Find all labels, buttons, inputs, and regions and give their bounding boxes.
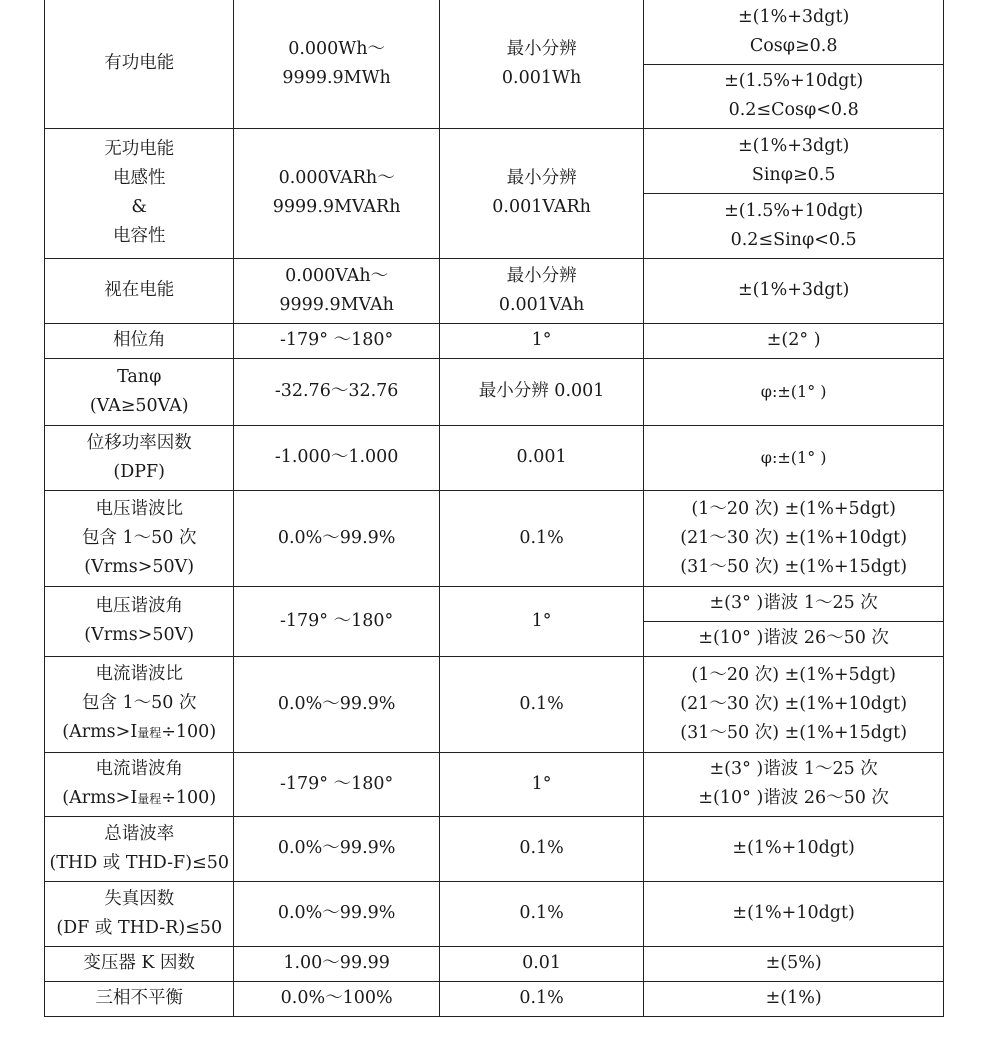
range-cell xyxy=(234,323,439,358)
condition-suffix: ÷100) xyxy=(161,722,217,742)
range-text: 0.0%～99.9% xyxy=(277,693,396,714)
range-cell xyxy=(234,425,439,490)
resolution-cell xyxy=(439,490,643,586)
range-text: 9999.9MWh xyxy=(282,67,391,88)
param-name xyxy=(45,981,234,1016)
resolution-text: 1° xyxy=(531,773,552,794)
param-name xyxy=(45,586,234,656)
accuracy-text: ±(1%+3dgt) xyxy=(737,280,850,300)
resolution-cell xyxy=(439,881,643,946)
range-text: 0.000Wh～ xyxy=(288,38,386,59)
resolution-text: 0.001 xyxy=(516,447,567,467)
param-name-text: 电感性 xyxy=(112,168,166,188)
range-text: 1.00～99.99 xyxy=(283,953,390,973)
param-name-text: 视在电能 xyxy=(104,280,175,300)
accuracy-cell xyxy=(644,323,944,358)
accuracy-text: ±(10° )谐波 26～50 次 xyxy=(698,788,889,808)
resolution-text: 0.001VARh xyxy=(492,197,591,217)
accuracy-condition: 0.2≤Cosφ<0.8 xyxy=(728,100,859,120)
accuracy-text: ±(2° ) xyxy=(766,330,821,350)
resolution-text: 1° xyxy=(531,610,552,631)
range-cell xyxy=(234,358,439,425)
accuracy-cell xyxy=(644,358,944,425)
param-name xyxy=(45,358,234,425)
accuracy-text: (21～30 次) ±(1%+10dgt) xyxy=(680,693,908,714)
accuracy-text: ±(1%+10dgt) xyxy=(732,903,855,923)
accuracy-text: ±(1%+10dgt) xyxy=(732,838,855,858)
table-row xyxy=(45,490,944,586)
accuracy-text: ±(10° )谐波 26～50 次 xyxy=(698,628,889,648)
accuracy-text: ±(5%) xyxy=(765,953,822,973)
range-text: 0.0%～99.9% xyxy=(277,903,396,923)
accuracy-text: ±(1.5%+10dgt) xyxy=(724,71,864,91)
accuracy-text: ±(1%+3dgt) xyxy=(737,135,850,156)
param-name-text: 电流谐波角 xyxy=(95,758,183,779)
resolution-cell xyxy=(439,0,643,128)
table-row xyxy=(45,358,944,425)
range-cell xyxy=(234,490,439,586)
range-cell xyxy=(234,946,439,981)
accuracy-cell xyxy=(644,946,944,981)
condition-prefix: (Arms>I xyxy=(62,787,138,808)
accuracy-cell xyxy=(644,816,944,881)
resolution-text: 最小分辨 xyxy=(506,265,577,286)
condition-subscript: 量程 xyxy=(137,726,162,740)
accuracy-condition: Cosφ≥0.8 xyxy=(749,35,838,56)
accuracy-cell xyxy=(644,0,944,64)
range-text: 9999.9MVARh xyxy=(272,197,401,217)
accuracy-text: (1～20 次) ±(1%+5dgt) xyxy=(691,664,896,685)
resolution-text: 最小分辨 xyxy=(506,38,577,59)
condition-prefix: (Arms>I xyxy=(62,722,138,742)
param-name xyxy=(45,490,234,586)
param-name xyxy=(45,128,234,258)
range-text: -179° ～180° xyxy=(279,773,394,794)
accuracy-text: (1～20 次) ±(1%+5dgt) xyxy=(691,498,896,519)
condition-suffix: ÷100) xyxy=(161,787,217,808)
range-cell xyxy=(234,981,439,1016)
range-cell xyxy=(234,656,439,752)
resolution-cell xyxy=(439,425,643,490)
param-name xyxy=(45,0,234,128)
resolution-text: 0.001Wh xyxy=(501,67,582,88)
accuracy-cell xyxy=(644,881,944,946)
resolution-text: 0.1% xyxy=(519,693,564,714)
param-name-text: 总谐波率 xyxy=(104,823,175,844)
resolution-cell xyxy=(439,752,643,816)
param-name-condition: (THD 或 THD-F)≤50 xyxy=(49,852,229,873)
param-name-text: 三相不平衡 xyxy=(95,988,183,1008)
range-cell xyxy=(234,128,439,258)
accuracy-cell xyxy=(644,981,944,1016)
range-text: 0.0%～99.9% xyxy=(277,838,396,858)
range-text: 0.0%～99.9% xyxy=(277,527,396,548)
table-row xyxy=(45,946,944,981)
table-row xyxy=(45,816,944,881)
table-row xyxy=(45,881,944,946)
range-text: -32.76～32.76 xyxy=(274,381,399,401)
resolution-text: 最小分辨 0.001 xyxy=(478,381,605,401)
param-name-text: 相位角 xyxy=(112,330,166,350)
resolution-cell xyxy=(439,128,643,258)
accuracy-cell xyxy=(644,621,944,656)
param-name-text: 包含 1～50 次 xyxy=(81,693,197,713)
accuracy-cell xyxy=(644,425,944,490)
table-row xyxy=(45,425,944,490)
param-name xyxy=(45,752,234,816)
range-text: -179° ～180° xyxy=(279,610,394,631)
accuracy-cell xyxy=(644,64,944,128)
param-name-text: 失真因数 xyxy=(104,888,175,909)
param-name-condition: (Vrms>50V) xyxy=(84,556,195,577)
table-row xyxy=(45,656,944,752)
range-text: -179° ～180° xyxy=(279,330,394,350)
param-name xyxy=(45,816,234,881)
param-name-condition xyxy=(47,784,231,814)
param-name xyxy=(45,258,234,323)
table-row xyxy=(45,752,944,816)
resolution-cell xyxy=(439,656,643,752)
param-name-text: 有功电能 xyxy=(104,53,175,74)
param-name-text: 电流谐波比 xyxy=(95,664,183,684)
accuracy-cell xyxy=(644,752,944,816)
param-name-text: 位移功率因数 xyxy=(86,432,192,453)
range-text: 0.000VARh～ xyxy=(278,168,395,188)
range-text: 0.000VAh～ xyxy=(285,265,389,286)
resolution-text: 0.1% xyxy=(519,903,564,923)
accuracy-text: φ:±(1° ) xyxy=(760,448,827,467)
param-name xyxy=(45,881,234,946)
resolution-cell xyxy=(439,323,643,358)
accuracy-text: ±(1.5%+10dgt) xyxy=(724,200,864,221)
accuracy-condition: Sinφ≥0.5 xyxy=(751,164,836,185)
resolution-cell xyxy=(439,258,643,323)
range-cell xyxy=(234,0,439,128)
param-name-text: 电容性 xyxy=(112,226,166,246)
resolution-text: 1° xyxy=(531,330,552,350)
accuracy-text: φ:±(1° ) xyxy=(760,382,827,401)
accuracy-cell xyxy=(644,193,944,258)
range-text: 9999.9MVAh xyxy=(279,294,394,315)
accuracy-text: (31～50 次) ±(1%+15dgt) xyxy=(680,722,908,743)
table-row xyxy=(45,981,944,1016)
table-row xyxy=(45,128,944,193)
resolution-cell xyxy=(439,946,643,981)
accuracy-text: (31～50 次) ±(1%+15dgt) xyxy=(680,556,908,577)
param-name-condition: (Vrms>50V) xyxy=(84,625,195,645)
resolution-cell xyxy=(439,358,643,425)
range-cell xyxy=(234,586,439,656)
table-row xyxy=(45,258,944,323)
accuracy-cell xyxy=(644,258,944,323)
table-row xyxy=(45,323,944,358)
accuracy-text: ±(3° )谐波 1～25 次 xyxy=(709,593,878,613)
accuracy-cell xyxy=(644,128,944,193)
range-cell xyxy=(234,258,439,323)
accuracy-text: (21～30 次) ±(1%+10dgt) xyxy=(680,527,908,548)
accuracy-cell xyxy=(644,656,944,752)
param-name xyxy=(45,425,234,490)
condition-subscript: 量程 xyxy=(137,791,162,806)
param-name-text: Tanφ xyxy=(117,366,162,387)
param-name-text: 变压器 K 因数 xyxy=(83,953,196,973)
param-name-condition: (DF 或 THD-R)≤50 xyxy=(56,917,223,938)
param-name-text: 包含 1～50 次 xyxy=(81,527,197,548)
range-text: 0.0%～100% xyxy=(280,988,393,1008)
param-name-text: & xyxy=(131,197,147,217)
param-name-text: 无功电能 xyxy=(104,139,175,159)
resolution-cell xyxy=(439,586,643,656)
accuracy-text: ±(1%) xyxy=(765,988,822,1008)
table-row xyxy=(45,586,944,621)
param-name-condition xyxy=(47,718,231,748)
range-cell xyxy=(234,816,439,881)
param-name-condition: (VA≥50VA) xyxy=(89,395,189,416)
table-row xyxy=(45,0,944,64)
resolution-cell xyxy=(439,816,643,881)
range-text: -1.000～1.000 xyxy=(274,447,399,467)
resolution-text: 0.01 xyxy=(522,953,562,973)
resolution-text: 0.1% xyxy=(519,988,564,1008)
resolution-cell xyxy=(439,981,643,1016)
param-name-condition: (DPF) xyxy=(113,461,165,482)
resolution-text: 0.001VAh xyxy=(498,294,585,315)
range-cell xyxy=(234,881,439,946)
param-name-text: 电压谐波比 xyxy=(95,498,183,519)
param-name xyxy=(45,656,234,752)
accuracy-condition: 0.2≤Sinφ<0.5 xyxy=(730,229,857,250)
resolution-text: 最小分辨 xyxy=(506,168,577,188)
accuracy-text: ±(1%+3dgt) xyxy=(737,6,850,27)
resolution-text: 0.1% xyxy=(519,527,564,548)
spec-table xyxy=(44,0,944,1017)
accuracy-cell xyxy=(644,490,944,586)
range-cell xyxy=(234,752,439,816)
param-name xyxy=(45,946,234,981)
param-name xyxy=(45,323,234,358)
param-name-text: 电压谐波角 xyxy=(95,596,183,616)
accuracy-cell xyxy=(644,586,944,621)
resolution-text: 0.1% xyxy=(519,838,564,858)
accuracy-text: ±(3° )谐波 1～25 次 xyxy=(709,759,878,779)
